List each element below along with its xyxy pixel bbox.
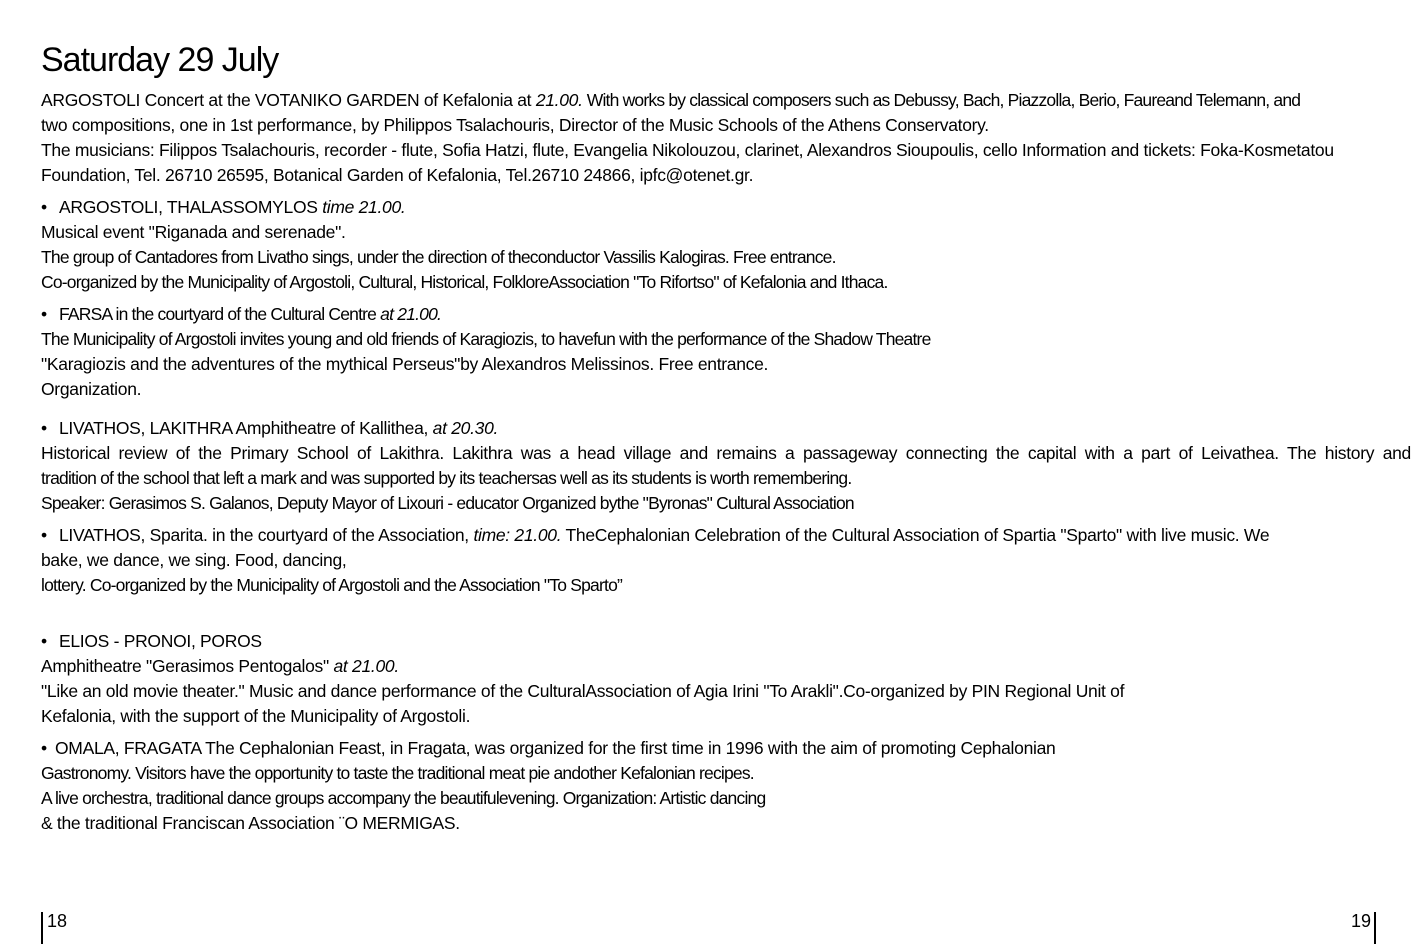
event-line: The group of Cantadores from Livatho sings, under the direction of theconductor Vassilis Kalogiras. Free entrance. (41, 247, 836, 267)
event-line: Organization. (41, 379, 142, 399)
page-content (41, 40, 1411, 836)
event-omala (41, 736, 1411, 836)
event-line: tradition of the school that left a mark and was supported by its teachersas well as its students is worth remembering. (41, 468, 852, 488)
event-line: ARGOSTOLI Concert at the VOTANIKO GARDEN of Kefalonia at 21.00. With works by classical composers such as Debussy, Bach, Piazzolla, Berio, Faureand Telemann, and (41, 90, 1301, 110)
event-line: A live orchestra, traditional dance groups accompany the beautifulevening. Organization: Artistic dancing (41, 788, 766, 808)
event-line: The Municipality of Argostoli invites young and old friends of Karagiozis, to havefun with the performance of the Shadow Theatre (41, 329, 931, 349)
event-line: • OMALA, FRAGATA The Cephalonian Feast, in Fragata, was organized for the first time in 1996 with the aim of promoting Cephalonian (41, 736, 1411, 761)
event-line: Amphitheatre "Gerasimos Pentogalos" at 21.00. (41, 656, 399, 676)
event-line: Musical event "Riganada and serenade". (41, 222, 346, 242)
bullet-icon: • (41, 631, 47, 651)
event-farsa (41, 302, 1411, 402)
page-number-left: 18 (47, 911, 68, 931)
event-line: "Like an old movie theater." Music and dance performance of the CulturalAssociation of Agia Irini "To Arakli".Co-organized by PIN Regional Unit of (41, 681, 1125, 701)
page-divider-right (1374, 912, 1376, 944)
event-thalassomylos (41, 195, 1411, 295)
event-line: Kefalonia, with the support of the Municipality of Argostoli. (41, 706, 471, 726)
event-line: Co-organized by the Municipality of Argostoli, Cultural, Historical, FolkloreAssociation "To Rifortso" of Kefalonia and Ithaca. (41, 272, 888, 292)
event-line: "Karagiozis and the adventures of the mythical Perseus"by Alexandros Melissinos. Free entrance. (41, 354, 769, 374)
event-elios (41, 629, 1411, 729)
page-title: Saturday 29 July (41, 41, 279, 79)
bullet-icon: • (41, 197, 47, 217)
bullet-icon: • (41, 738, 47, 758)
bullet-icon: • (41, 525, 47, 545)
event-line: • ELIOS - PRONOI, POROS (41, 629, 1411, 654)
event-line: Historical review of the Primary School of Lakithra. Lakithra was a head village and remains a passageway connecting the capital with a part of Leivathea. The history and (41, 443, 1411, 463)
event-line: Gastronomy. Visitors have the opportunity to taste the traditional meat pie andother Kefalonian recipes. (41, 763, 754, 783)
bullet-icon: • (41, 418, 47, 438)
event-line: Speaker: Gerasimos S. Galanos, Deputy Mayor of Lixouri - educator Organized bythe "Byronas" Cultural Association (41, 493, 854, 513)
event-line: two compositions, one in 1st performance, by Philippos Tsalachouris, Director of the Music Schools of the Athens Conservatory. (41, 115, 989, 135)
event-line: The musicians: Filippos Tsalachouris, recorder - flute, Sofia Hatzi, flute, Evangelia Nikolouzou, clarinet, Alexandros Sioupoulis, cello Information and tickets: Foka-Kosmetatou (41, 140, 1334, 160)
page-number-right: 19 (1351, 911, 1372, 931)
event-line: • LIVATHOS, Sparita. in the courtyard of the Association, time: 21.00. TheCephalonian Celebration of the Cultural Association of Spartia "Sparto" with live music. We (41, 523, 1411, 548)
event-line: bake, we dance, we sing. Food, dancing, (41, 550, 347, 570)
event-lakithra (41, 416, 1411, 516)
event-line: • LIVATHOS, LAKITHRA Amphitheatre of Kallithea, at 20.30. (41, 416, 1411, 441)
event-line: & the traditional Franciscan Association ¨O MERMIGAS. (41, 813, 460, 833)
event-line: Foundation, Tel. 26710 26595, Botanical Garden of Kefalonia, Tel.26710 24866, ipfc@otenet.gr. (41, 165, 754, 185)
event-sparita (41, 523, 1411, 598)
event-concert (41, 88, 1411, 188)
event-line: • FARSA in the courtyard of the Cultural Centre at 21.00. (41, 302, 1411, 327)
event-line: lottery. Co-organized by the Municipality of Argostoli and the Association "To Sparto” (41, 575, 623, 595)
event-line: • ARGOSTOLI, THALASSOMYLOS time 21.00. (41, 195, 1411, 220)
bullet-icon: • (41, 304, 47, 324)
page-divider-left (41, 912, 43, 944)
